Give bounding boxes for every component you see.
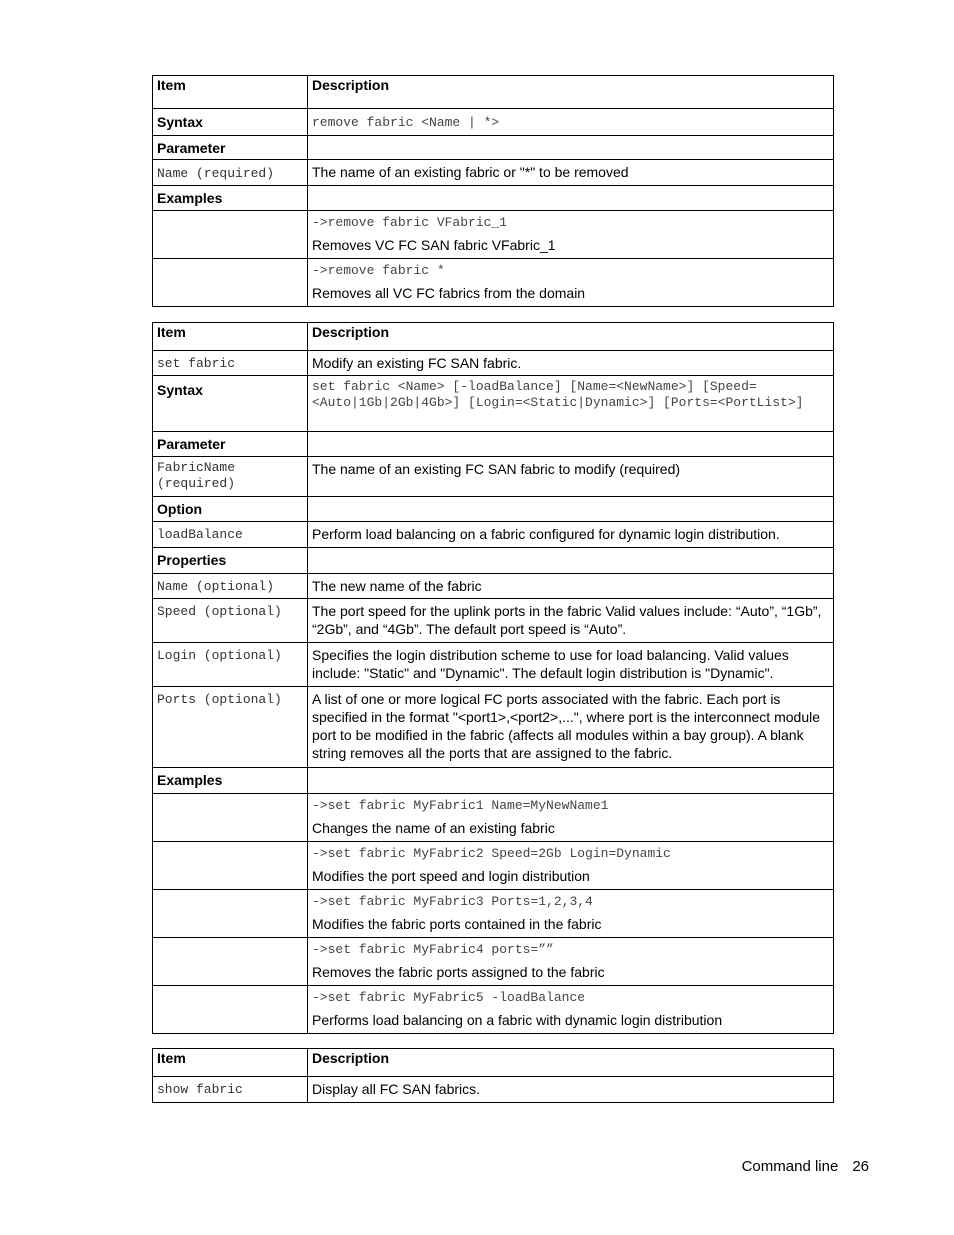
example-row: [153, 842, 834, 890]
set-fabric-table: [152, 322, 834, 1034]
param-name: FabricName (required): [157, 460, 236, 491]
property-desc: The port speed for the uplink ports in the fabric Valid values include: “Auto”, “1Gb”, “2Gb”, and “4Gb”. The default port speed is “Auto”.: [308, 599, 834, 643]
syntax-value: remove fabric <Name | *>: [312, 115, 500, 130]
param-desc: The name of an existing FC SAN fabric to modify (required): [308, 457, 834, 497]
page-number: 26: [852, 1158, 869, 1175]
examples-label: Examples: [153, 186, 308, 211]
footer-section: Command line: [741, 1158, 839, 1175]
header-description: Description: [308, 1049, 834, 1077]
example-row: [153, 211, 834, 259]
show-fabric-table: [152, 1048, 834, 1103]
example-code: ->set fabric MyFabric3 Ports=1,2,3,4: [312, 894, 593, 909]
header-item: Item: [153, 1049, 308, 1077]
syntax-value: set fabric <Name> [-loadBalance] [Name=<NewName>] [Speed=<Auto|1Gb|2Gb|4Gb>] [Login=<Static|Dynamic>] [Ports=<PortList>]: [312, 379, 804, 410]
property-name: Ports (optional): [157, 692, 282, 707]
syntax-label: Syntax: [153, 376, 308, 432]
syntax-label: Syntax: [153, 109, 308, 136]
example-desc: Removes the fabric ports assigned to the fabric: [312, 964, 605, 980]
property-desc: A list of one or more logical FC ports associated with the fabric. Each port is specified in the format "<port1>,<port2>,...", where port is the interconnect module port to be modified in the fabric (affects all modules within a bay group). A blank string removes all the ports that are assigned to the fabric.: [308, 687, 834, 768]
example-desc: Removes VC FC SAN fabric VFabric_1: [312, 237, 556, 253]
option-desc: Perform load balancing on a fabric configured for dynamic login distribution.: [308, 522, 834, 548]
param-name: Name (required): [157, 166, 275, 181]
property-name: Speed (optional): [157, 604, 282, 619]
example-code: ->set fabric MyFabric1 Name=MyNewName1: [312, 798, 609, 813]
option-name: loadBalance: [157, 527, 243, 542]
example-row: [153, 890, 834, 938]
page-footer: [742, 1158, 869, 1175]
example-desc: Changes the name of an existing fabric: [312, 820, 555, 836]
property-row: [153, 687, 834, 768]
example-desc: Modifies the fabric ports contained in the fabric: [312, 916, 602, 932]
remove-fabric-table: [152, 75, 834, 307]
properties-label: Properties: [153, 548, 308, 574]
header-description: Description: [308, 323, 834, 351]
example-desc: Removes all VC FC fabrics from the domain: [312, 285, 586, 301]
example-row: [153, 794, 834, 842]
example-code: ->set fabric MyFabric5 -loadBalance: [312, 990, 586, 1005]
example-row: [153, 986, 834, 1034]
property-row: [153, 574, 834, 599]
examples-label: Examples: [153, 768, 308, 794]
example-code: ->set fabric MyFabric4 ports=””: [312, 942, 554, 957]
example-code: ->set fabric MyFabric2 Speed=2Gb Login=Dynamic: [312, 846, 671, 861]
property-desc: The new name of the fabric: [308, 574, 834, 599]
command-name: set fabric: [157, 356, 236, 371]
example-code: ->remove fabric *: [312, 263, 445, 278]
param-desc: The name of an existing fabric or "*" to be removed: [308, 160, 834, 186]
header-description: Description: [308, 76, 834, 109]
command-name: show fabric: [157, 1082, 243, 1097]
property-desc: Specifies the login distribution scheme to use for load balancing. Valid values include: "Static" and "Dynamic". The default login distribution is "Dynamic".: [308, 643, 834, 687]
example-desc: Modifies the port speed and login distribution: [312, 868, 590, 884]
example-code: ->remove fabric VFabric_1: [312, 215, 508, 230]
header-item: Item: [153, 323, 308, 351]
example-row: [153, 938, 834, 986]
parameter-label: Parameter: [153, 432, 308, 457]
example-row: [153, 259, 834, 307]
command-desc: Display all FC SAN fabrics.: [308, 1077, 834, 1103]
property-row: [153, 643, 834, 687]
option-label: Option: [153, 497, 308, 522]
parameter-label: Parameter: [153, 136, 308, 160]
property-name: Login (optional): [157, 648, 282, 663]
header-item: Item: [153, 76, 308, 109]
command-desc: Modify an existing FC SAN fabric.: [308, 351, 834, 376]
example-desc: Performs load balancing on a fabric with dynamic login distribution: [312, 1012, 723, 1028]
property-row: [153, 599, 834, 643]
property-name: Name (optional): [157, 579, 275, 594]
